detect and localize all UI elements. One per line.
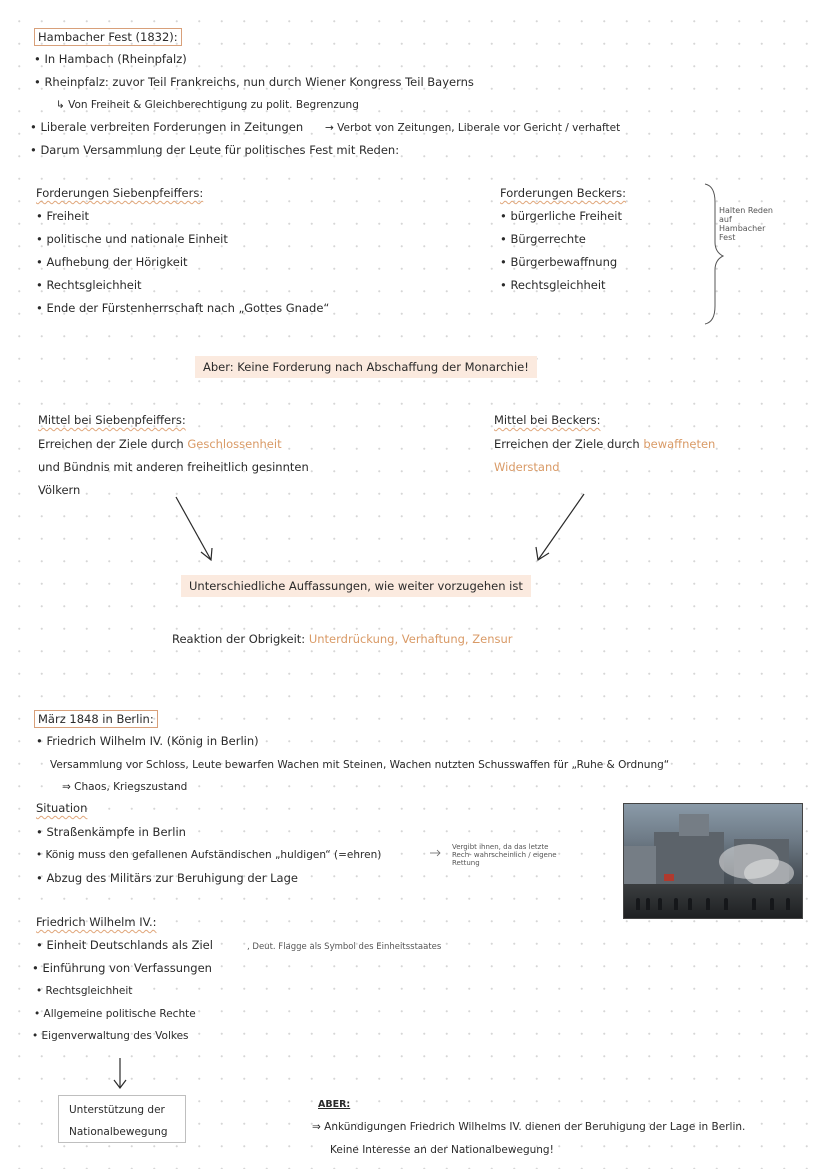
aber-box: Aber: Keine Forderung nach Abschaffung der Monarchie! xyxy=(195,356,537,378)
sub-freiheit: ↳ Von Freiheit & Gleichberechtigung zu polit. Begrenzung xyxy=(56,99,359,111)
list-item: • Eigenverwaltung des Volkes xyxy=(32,1030,189,1042)
line-chaos: ⇒ Chaos, Kriegszustand xyxy=(62,781,188,793)
arrow-small-note xyxy=(430,850,440,856)
unterstuetzung-line2: Nationalbewegung xyxy=(69,1126,168,1138)
aber-line1: ⇒ Ankündigungen Friedrich Wilhelms IV. dienen der Beruhigung der Lage in Berlin. xyxy=(312,1121,746,1133)
reaktion-value: Unterdrückung, Verhaftung, Zensur xyxy=(308,632,513,646)
list-item: • bürgerliche Freiheit xyxy=(500,209,622,223)
heading-mittel-becker: Mittel bei Beckers: xyxy=(494,413,601,427)
curly-brace xyxy=(705,184,723,324)
list-item: • König muss den gefallenen Aufständischen „huldigen“ (=ehren) xyxy=(36,849,382,861)
bullet-darum: • Darum Versammlung der Leute für politisches Fest mit Reden: xyxy=(30,143,400,157)
list-item: • politische und nationale Einheit xyxy=(36,232,228,246)
list-item: • Rechtsgleichheit xyxy=(500,278,606,292)
list-item: • Freiheit xyxy=(36,209,90,223)
bullet-friedrich-wilhelm: • Friedrich Wilhelm IV. (König in Berlin) xyxy=(36,734,259,748)
list-item: • Rechtsgleichheit xyxy=(36,278,142,292)
heading-mittel-siebenpfeiffer: Mittel bei Siebenpfeiffers: xyxy=(38,413,186,427)
list-item: • Bürgerrechte xyxy=(500,232,586,246)
mittel-siebenpfeiffer-line3: Völkern xyxy=(38,483,81,497)
mittel-siebenpfeiffer-line2: und Bündnis mit anderen freiheitlich gesinnten xyxy=(38,460,309,474)
unterstuetzung-line1: Unterstützung der xyxy=(69,1104,165,1116)
list-item: • Ende der Fürstenherrschaft nach „Gottes Gnade“ xyxy=(36,301,330,315)
reaktion-label: Reaktion der Obrigkeit: xyxy=(172,632,306,646)
arrow-down-to-unterstuetzung xyxy=(114,1058,126,1088)
arrow-left-down xyxy=(176,497,212,560)
section-title-maerz-1848: März 1848 in Berlin: xyxy=(34,710,158,728)
highlight-bewaffneten: bewaffneten xyxy=(643,437,716,451)
note-flagge: , Deut. Flagge als Symbol des Einheitsstaates xyxy=(247,942,442,952)
list-item: • Einführung von Verfassungen xyxy=(32,961,212,975)
line-versammlung: Versammlung vor Schloss, Leute bewarfen Wachen mit Steinen, Wachen nutzten Schusswaffen für „Ruhe & Ordnung“ xyxy=(50,759,670,771)
bullet-hambach: • In Hambach (Rheinpfalz) xyxy=(34,52,187,66)
bullet-rheinpfalz: • Rheinpfalz: zuvor Teil Frankreichs, nun durch Wiener Kongress Teil Bayerns xyxy=(34,75,474,89)
list-item: • Aufhebung der Hörigkeit xyxy=(36,255,188,269)
heading-friedrich-wilhelm-iv: Friedrich Wilhelm IV.: xyxy=(36,915,157,929)
aber-line2: Keine Interesse an der Nationalbewegung! xyxy=(330,1144,554,1156)
heading-situation: Situation xyxy=(36,801,88,815)
list-item: • Straßenkämpfe in Berlin xyxy=(36,825,186,839)
arrow-verbot: → Verbot von Zeitungen, Liberale vor Gericht / verhaftet xyxy=(325,122,621,134)
unterschied-box: Unterschiedliche Auffassungen, wie weiter vorzugehen ist xyxy=(181,575,531,597)
list-item: • Abzug des Militärs zur Beruhigung der Lage xyxy=(36,871,298,885)
list-item: • Bürgerbewaffnung xyxy=(500,255,618,269)
mittel-becker-text: Erreichen der Ziele durch xyxy=(494,437,640,451)
highlight-geschlossenheit: Geschlossenheit xyxy=(187,437,282,451)
arrow-right-down xyxy=(536,494,584,560)
list-item: • Allgemeine politische Rechte xyxy=(34,1008,196,1020)
aber-title: ABER: xyxy=(318,1099,351,1110)
section-title-hambacher-fest: Hambacher Fest (1832): xyxy=(34,28,182,46)
mittel-siebenpfeiffer-text: Erreichen der Ziele durch xyxy=(38,437,184,451)
list-item: • Einheit Deutschlands als Ziel xyxy=(36,938,213,952)
side-note-reden: Halten Reden auf Hambacher Fest xyxy=(719,206,774,242)
heading-forderungen-becker: Forderungen Beckers: xyxy=(500,186,626,200)
highlight-widerstand: Widerstand xyxy=(494,460,560,474)
note-vergibt: Vergibt ihnen, da das letzte Rech- wahrscheinlich / eigene Rettung xyxy=(452,843,557,867)
list-item: • Rechtsgleichheit xyxy=(36,985,133,997)
bullet-liberale: • Liberale verbreiten Forderungen in Zeitungen xyxy=(30,120,304,134)
heading-forderungen-siebenpfeiffer: Forderungen Siebenpfeiffers: xyxy=(36,186,204,200)
